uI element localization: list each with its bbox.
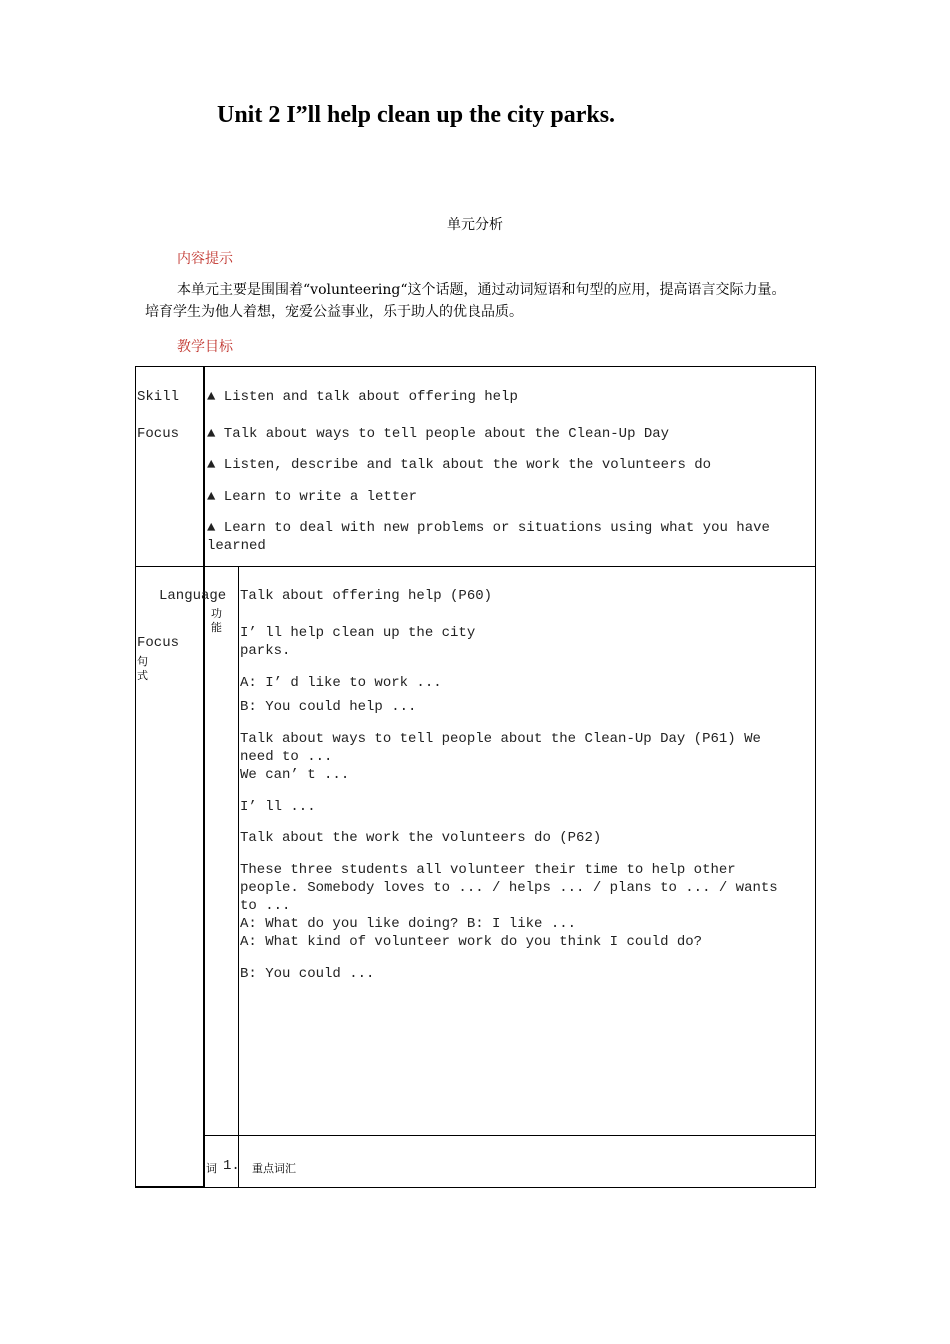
content-hint-label: 内容提示 bbox=[177, 251, 233, 267]
sentence-sublabel-1: 句 bbox=[137, 655, 148, 668]
table-border-right bbox=[815, 366, 816, 1188]
language-line: I’ ll ... bbox=[240, 799, 316, 815]
document-title: Unit 2 I”ll help clean up the city parks. bbox=[217, 102, 616, 128]
language-line: A: I’ d like to work ... bbox=[240, 675, 442, 691]
skill-item: ▲ Learn to write a letter bbox=[207, 489, 418, 505]
section-heading: 单元分析 bbox=[447, 217, 503, 233]
language-line: need to ... bbox=[240, 749, 333, 765]
language-line: Talk about offering help (P60) bbox=[240, 588, 493, 604]
skill-item: ▲ Listen, describe and talk about the work the volunteers do bbox=[207, 457, 712, 473]
language-label-line2: Focus bbox=[137, 635, 180, 651]
table-bottom-left-edge bbox=[135, 1186, 205, 1188]
sentence-sublabel-2: 式 bbox=[137, 669, 148, 682]
table-vocab-divider bbox=[204, 1135, 816, 1136]
table-subcol-divider bbox=[238, 566, 239, 1188]
skill-item: ▲ Learn to deal with new problems or situations using what you have bbox=[207, 520, 770, 536]
vocab-number: 1. bbox=[223, 1158, 240, 1174]
language-line: people. Somebody loves to ... / helps ... / plans to ... / wants bbox=[240, 880, 778, 896]
skill-item: learned bbox=[207, 538, 266, 554]
language-line: B: You could ... bbox=[240, 966, 375, 982]
function-sublabel-1: 功 bbox=[211, 607, 222, 620]
language-line: parks. bbox=[240, 643, 291, 659]
language-label-line1: Language bbox=[159, 588, 227, 604]
language-line: A: What kind of volunteer work do you think I could do? bbox=[240, 934, 703, 950]
table-border-left bbox=[135, 366, 136, 1188]
skill-item: ▲ Listen and talk about offering help bbox=[207, 389, 518, 405]
language-line: to ... bbox=[240, 898, 291, 914]
table-border-top bbox=[135, 366, 816, 367]
skill-label-line2: Focus bbox=[137, 426, 180, 442]
skill-label-line1: Skill bbox=[137, 389, 180, 405]
language-line: B: You could help ... bbox=[240, 699, 417, 715]
language-line: A: What do you like doing? B: I like ... bbox=[240, 916, 577, 932]
vocab-text: 重点词汇 bbox=[252, 1162, 296, 1175]
table-col-divider bbox=[203, 366, 205, 1188]
language-line: Talk about ways to tell people about the Clean-Up Day (P61) We bbox=[240, 731, 761, 747]
language-line: We can’ t ... bbox=[240, 767, 350, 783]
language-line: These three students all volunteer their time to help other bbox=[240, 862, 736, 878]
skill-item: ▲ Talk about ways to tell people about the Clean-Up Day bbox=[207, 426, 670, 442]
function-sublabel-2: 能 bbox=[211, 621, 222, 634]
vocab-label: 词 bbox=[206, 1162, 217, 1175]
teaching-goal-label: 教学目标 bbox=[177, 339, 233, 355]
language-line: I’ ll help clean up the city bbox=[240, 625, 476, 641]
language-line: Talk about the work the volunteers do (P62) bbox=[240, 830, 602, 846]
content-paragraph: 本单元主要是围围着“volunteering“这个话题，通过动词短语和句型的应用，提高语言交际力量。培育学生为他人着想，宠爱公益事业，乐于助人的优良品质。 bbox=[145, 282, 786, 320]
